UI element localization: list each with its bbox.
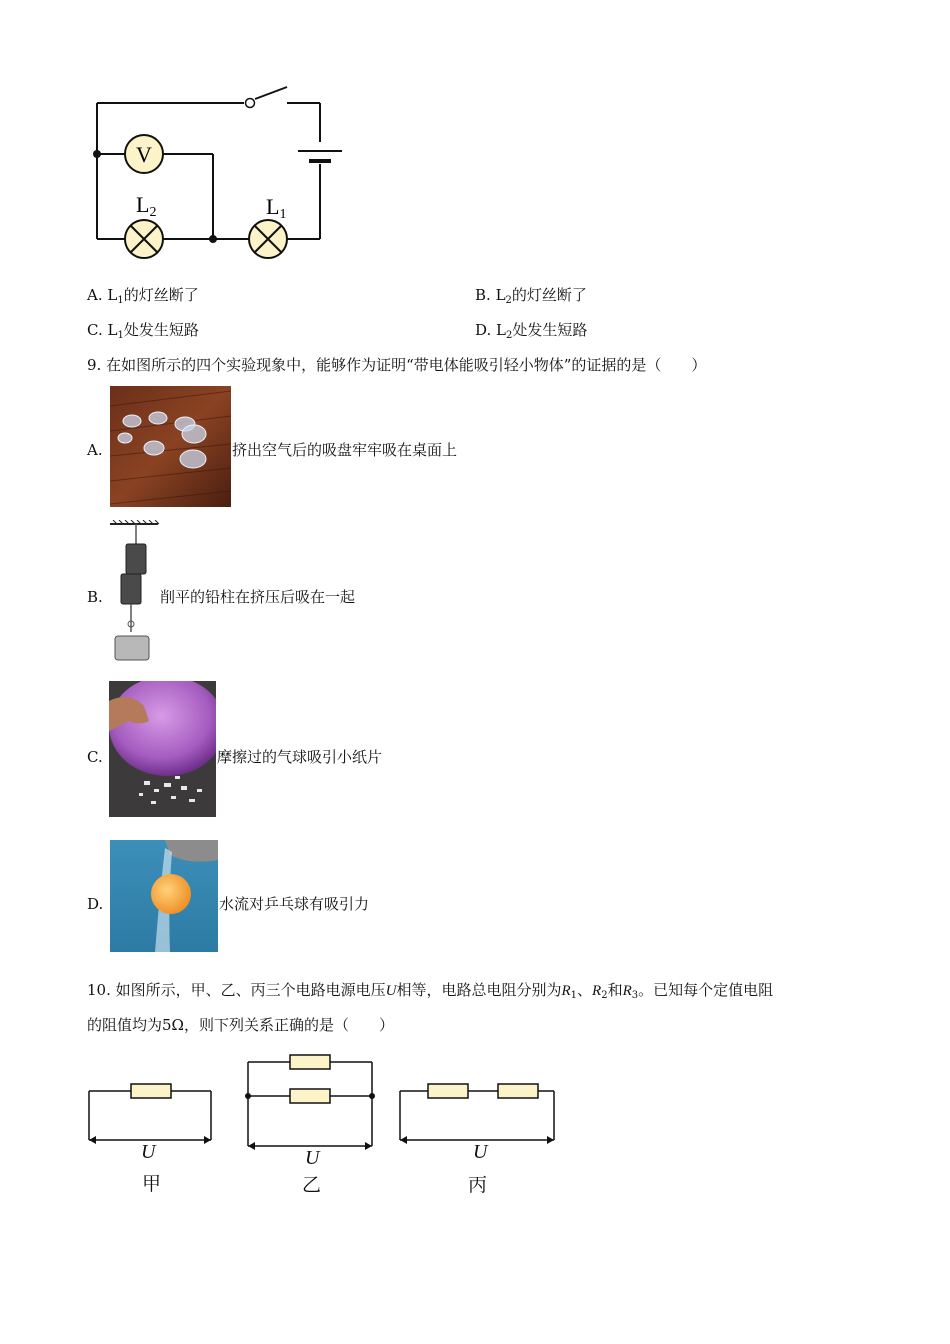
circuit-jia-diagram [85, 1078, 217, 1150]
option-letter: D. [475, 321, 492, 339]
junction-dot [369, 1093, 375, 1099]
ping-pong-water-photo [110, 840, 218, 952]
q8-circuit-diagram [80, 80, 360, 265]
option-text: 处发生短路 [123, 321, 199, 339]
q9-stem: 9. 在如图所示的四个实验现象中，能够作为证明“带电体能吸引轻小物体”的证据的是（ ） [87, 356, 707, 374]
q9-option-a-letter[interactable]: A. [87, 441, 103, 459]
lamp-name: $L_1$ [107, 286, 124, 306]
lamp-l2-symbol [125, 220, 163, 258]
voltage-symbol: U [385, 983, 397, 999]
lead-cylinders-picture [108, 520, 160, 665]
q8-option-d[interactable] [475, 320, 587, 346]
lamp-name: $L_2$ [495, 286, 512, 306]
option-text: 处发生短路 [512, 321, 588, 339]
circuit-bing-diagram [396, 1078, 560, 1150]
lamp-l1-label: L1 [266, 194, 287, 222]
q8-option-b[interactable] [475, 285, 587, 311]
q9-option-b-text[interactable]: 削平的铅柱在挤压后吸在一起 [160, 588, 356, 606]
resistor [290, 1089, 330, 1103]
option-letter: B. [475, 286, 491, 304]
resistor [498, 1084, 538, 1098]
resistor [428, 1084, 468, 1098]
circuit-jia-caption: 甲 [142, 1173, 162, 1195]
q9-option-b-letter[interactable]: B. [87, 588, 103, 606]
junction-dot [245, 1093, 251, 1099]
resistor [290, 1055, 330, 1069]
option-text: 的灯丝断了 [123, 286, 199, 304]
q8-option-a[interactable] [87, 285, 199, 311]
lamp-name: $L_2$ [496, 321, 513, 341]
q10-stem-line1: 10. 如图所示，甲、乙、丙三个电路电源电压U相等，电路总电阻分别为$R_1$、$R_2$和$R_3$。已知每个定值电阻 [87, 981, 774, 1001]
q10-stem-line2: 的阻值均为5Ω，则下列关系正确的是（ ） [87, 1016, 394, 1034]
junction-dot [209, 235, 217, 243]
q9-option-d-text[interactable]: 水流对乒乓球有吸引力 [219, 895, 370, 913]
option-letter: C. [87, 321, 103, 339]
switch-contact [246, 99, 255, 108]
option-letter: A. [87, 286, 103, 304]
voltmeter-label: V [136, 142, 152, 167]
option-text: 的灯丝断了 [511, 286, 587, 304]
resistor [131, 1084, 171, 1098]
circuit-yi-voltage: U [305, 1147, 320, 1169]
q9-option-c-letter[interactable]: C. [87, 748, 103, 766]
circuit-jia-voltage: U [141, 1141, 156, 1163]
suction-cups-photo [110, 386, 231, 507]
q9-option-c-text[interactable]: 摩擦过的气球吸引小纸片 [217, 748, 383, 766]
circuit-yi-caption: 乙 [302, 1174, 322, 1196]
circuit-bing-voltage: U [473, 1141, 488, 1163]
lamp-name: $L_1$ [107, 321, 124, 341]
q8-option-c[interactable] [87, 320, 199, 346]
junction-dot [93, 150, 101, 158]
circuit-yi-diagram [244, 1052, 376, 1152]
circuit-bing-caption: 丙 [468, 1174, 488, 1196]
q9-option-a-text[interactable]: 挤出空气后的吸盘牢牢吸在桌面上 [232, 441, 458, 459]
lamp-l1-symbol [249, 220, 287, 258]
lamp-l2-label: L2 [136, 192, 157, 220]
q9-option-d-letter[interactable]: D. [87, 895, 104, 913]
balloon-photo [109, 681, 216, 817]
